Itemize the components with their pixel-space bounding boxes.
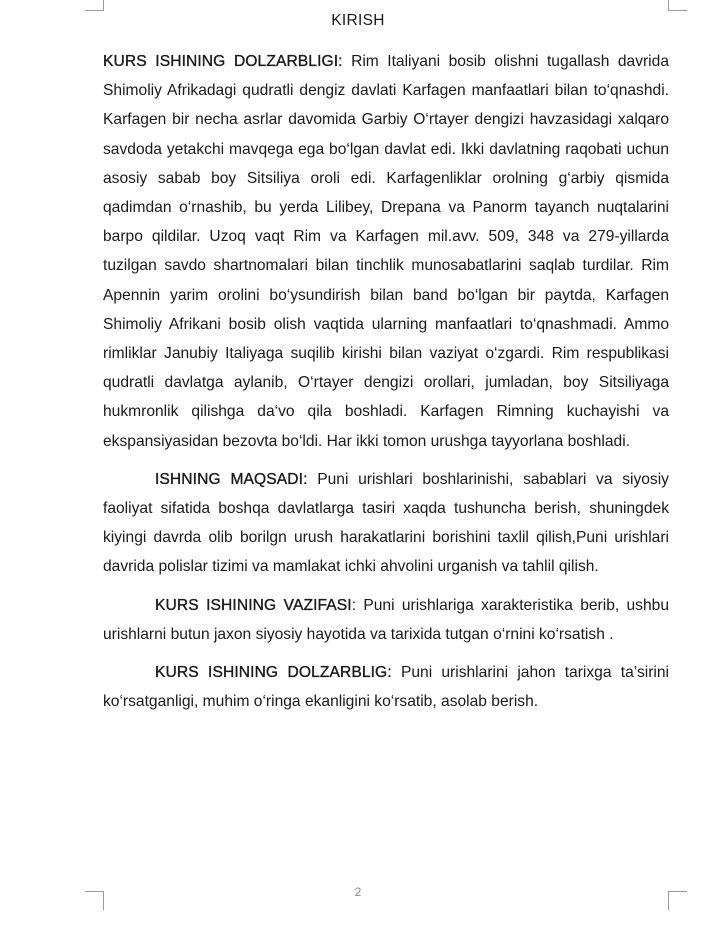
paragraph-label: KURS ISHINING DOLZARBLIG: bbox=[155, 664, 392, 682]
paragraph-text: : Puni urishlariga xarakteristika berib, ushbu urishlarni butun jaxon siyosiy hayotida va tarixida tutgan o‘rnini ko‘rsatish . bbox=[103, 596, 669, 643]
document-title: KIRISH bbox=[331, 12, 385, 29]
paragraph-label: KURS ISHINING VAZIFASI bbox=[155, 596, 352, 614]
paragraph-maqsadi bbox=[103, 465, 669, 582]
paragraph-text: Puni urishlari boshlarinishi, sabablari va siyosiy faoliyat sifatida boshqa davlatlarga tasiri xaqda tushuncha berish, shuningdek kiyingi davrda olib borilgn urush harakatlarini borishini taxlil qilish,Puni urishlari davrida polislar tizimi va mamlakat ichki ahvolini urganish va tahlil qilish. bbox=[103, 470, 669, 576]
page-corner-mark-top-right bbox=[668, 0, 687, 11]
paragraph-text: Puni urishlarini jahon tarixga ta’sirini ko‘rsatganligi, muhim o‘ringa ekanligini ko‘rsatib, asolab berish. bbox=[103, 664, 669, 711]
paragraph-dolzarbligi bbox=[103, 47, 669, 456]
document-body bbox=[103, 47, 669, 716]
paragraph-label: ISHNING MAQSADI: bbox=[155, 470, 308, 488]
page-number: 2 bbox=[354, 885, 362, 899]
paragraph-label: KURS ISHINING DOLZARBLIGI: bbox=[103, 53, 343, 70]
paragraph-vazifasi bbox=[103, 591, 669, 649]
paragraph-dolzarblig bbox=[103, 658, 669, 716]
paragraph-text: Rim Italiyani bosib olishni tugallash davrida Shimoliy Afrikadagi qudratli dengiz davlati Karfagen manfaatlari bilan to‘qnashdi. Karfagen bir necha asrlar davomida Garbiy O‘rtayer dengizi havzasidagi xalqaro savdoda yetakchi mavqega ega bo‘lgan davlat edi. Ikki davlatning raqobati uchun asosiy sabab boy Sitsiliya oroli edi. Karfagenliklar orolning g‘arbiy qismida qadimdan o‘rnashib, bu yerda Lilibey, Drepana va Panorm tayanch nuqtalarini barpo qildilar. Uzoq vaqt Rim va Karfagen mil.avv. 509, 348 va 279-yillarda tuzilgan savdo shartnomalari bilan tinchlik munosabatlarini saqlab turdilar. Rim Apennin yarim orolini bo‘ysundirish bilan band bo‘lgan bir paytda, Karfagen Shimoliy Afrikani bosib olish vaqtida ularning manfaatlari to‘qnashmadi. Ammo rimliklar Janubiy Italiyaga suqilib kirishi bilan vaziyat o‘zgardi. Rim respublikasi qudratli davlatga aylanib, O‘rtayer dengizi orollari, jumladan, boy Sitsiliyaga hukmronlik qilishga da‘vo qila boshladi. Karfagen Rimning kuchayishi va ekspansiyasidan bezovta bo‘ldi. Har ikki tomon urushga tayyorlana boshladi. bbox=[103, 53, 669, 450]
page-corner-mark-top-left bbox=[85, 0, 104, 11]
